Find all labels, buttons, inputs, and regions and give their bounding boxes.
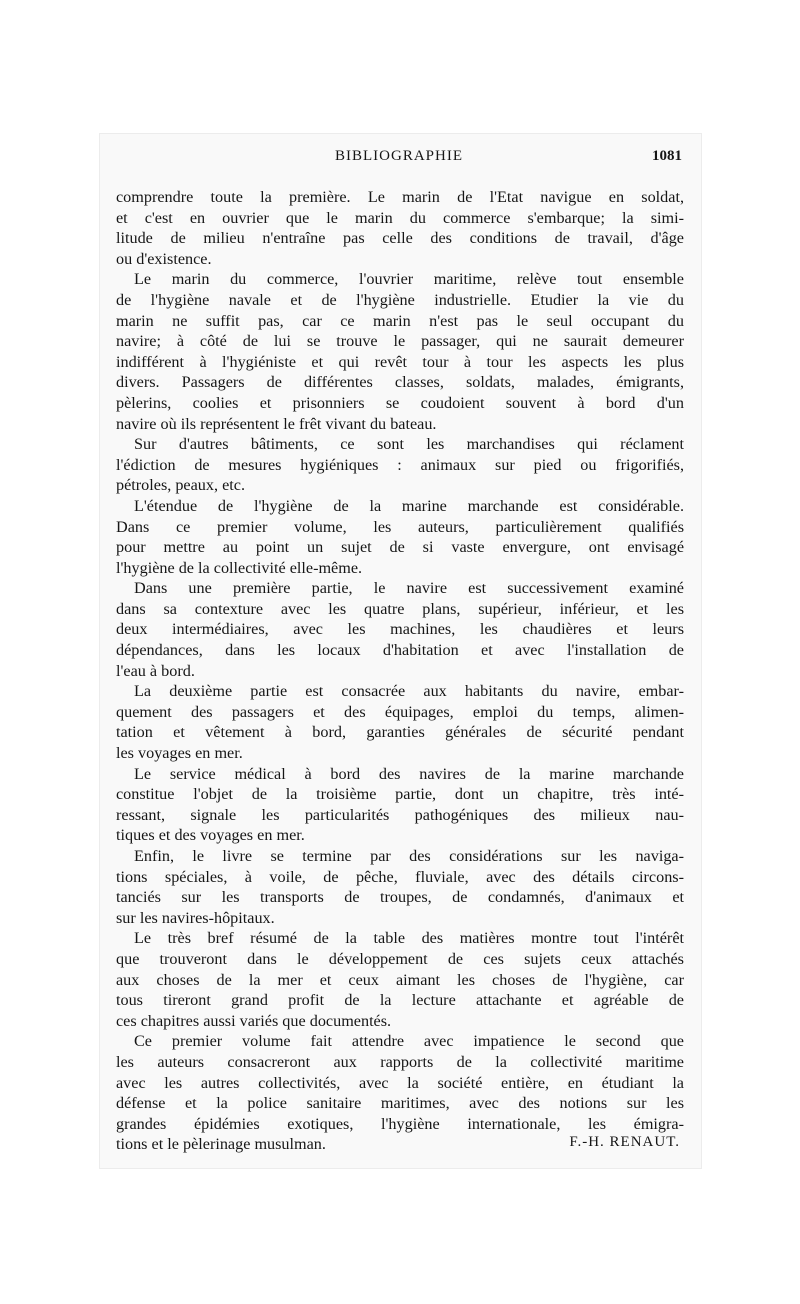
text-line: Enfin, le livre se termine par des considérations sur les naviga-: [134, 847, 684, 865]
text-line: aux choses de la mer et ceux aimant les choses de l'hygiène, car: [116, 970, 684, 989]
text-line: l'hygiène de la collectivité elle-même.: [116, 558, 363, 577]
text-line: pétroles, peaux, etc.: [116, 476, 245, 495]
text-line: marin ne suffit pas, car ce marin n'est pas le seul occupant du: [116, 311, 684, 330]
text-line: Le marin du commerce, l'ouvrier maritime, relève tout ensemble: [134, 270, 684, 289]
text-line: les voyages en mer.: [116, 744, 243, 763]
text-line: constitue l'objet de la troisième partie, dont un chapitre, très inté-: [116, 785, 684, 804]
text-line: divers. Passagers de différentes classes, soldats, malades, émigrants,: [116, 373, 684, 392]
text-line: navire; à côté de lui se trouve le passager, qui ne saurait demeurer: [116, 332, 684, 351]
text-line: Sur d'autres bâtiments, ce sont les marchandises qui réclament: [134, 435, 684, 454]
text-line: Le très bref résumé de la table des matières montre tout l'intérêt: [134, 929, 684, 948]
text-line: tation et vêtement à bord, garanties générales de sécurité pendant: [116, 723, 684, 742]
text-line: La deuxième partie est consacrée aux habitants du navire, embar-: [134, 682, 684, 701]
text-line: navire où ils représentent le frêt vivant du bateau.: [116, 414, 437, 433]
text-line: Ce premier volume fait attendre avec impatience le second que: [134, 1032, 684, 1051]
text-line: ou d'existence.: [116, 249, 212, 268]
text-line: et c'est en ouvrier que le marin du commerce s'embarque; la simi-: [116, 208, 684, 227]
running-title: BIBLIOGRAPHIE: [335, 148, 463, 164]
text-line: grandes épidémies exotiques, l'hygiène internationale, les émigra-: [116, 1114, 684, 1133]
author-signature: F.-H. RENAUT.: [569, 1134, 680, 1150]
text-line: sur les navires-hôpitaux.: [116, 908, 275, 927]
text-line: pour mettre au point un sujet de si vaste envergure, ont envisagé: [116, 538, 684, 557]
text-line: défense et la police sanitaire maritimes, avec des notions sur les: [116, 1094, 684, 1113]
page-number: 1081: [652, 148, 682, 164]
text-line: tous tireront grand profit de la lecture attachante et agréable de: [116, 991, 684, 1010]
text-line: l'eau à bord.: [116, 661, 195, 680]
text-line: pèlerins, coolies et prisonniers se coudoient souvent à bord d'un: [116, 393, 684, 412]
text-line: de l'hygiène navale et de l'hygiène industrielle. Etudier la vie du: [116, 290, 684, 309]
text-line: tions spéciales, à voile, de pêche, fluviale, avec des détails circons-: [116, 867, 684, 886]
text-line: tanciés sur les transports de troupes, de condamnés, d'animaux et: [116, 888, 684, 907]
text-line: que trouveront dans le développement de ces sujets ceux attachés: [116, 949, 684, 968]
text-line: deux intermédiaires, avec les machines, les chaudières et leurs: [116, 620, 684, 639]
text-line: Le service médical à bord des navires de la marine marchande: [134, 764, 684, 783]
text-line: Dans une première partie, le navire est successivement examiné: [134, 579, 684, 598]
text-line: indifférent à l'hygiéniste et qui revêt tour à tour les aspects les plus: [116, 352, 684, 371]
text-line: L'étendue de l'hygiène de la marine marchande est considérable.: [134, 496, 684, 515]
text-line: l'édiction de mesures hygiéniques : animaux sur pied ou frigorifiés,: [116, 455, 684, 474]
text-line: tions et le pèlerinage musulman.: [116, 1135, 326, 1154]
text-line: avec les autres collectivités, avec la société entière, en étudiant la: [116, 1073, 684, 1092]
text-line: litude de milieu n'entraîne pas celle des conditions de travail, d'âge: [116, 229, 684, 248]
text-line: dans sa contexture avec les quatre plans, supérieur, inférieur, et les: [116, 599, 684, 618]
page-header: [116, 148, 682, 172]
text-line: les auteurs consacreront aux rapports de la collectivité maritime: [116, 1052, 684, 1071]
text-line: Dans ce premier volume, les auteurs, particulièrement qualifiés: [116, 517, 684, 536]
text-line: ressant, signale les particularités pathogéniques des milieux nau-: [116, 805, 684, 824]
text-line: ces chapitres aussi variés que documentés.: [116, 1011, 392, 1030]
text-line: quement des passagers et des équipages, emploi du temps, alimen-: [116, 702, 684, 721]
text-line: dépendances, dans les locaux d'habitation et avec l'installation de: [116, 641, 684, 660]
text-line: comprendre toute la première. Le marin de l'Etat navigue en soldat,: [116, 188, 684, 206]
article-body: [116, 187, 684, 1155]
text-line: tiques et des voyages en mer.: [116, 826, 305, 845]
